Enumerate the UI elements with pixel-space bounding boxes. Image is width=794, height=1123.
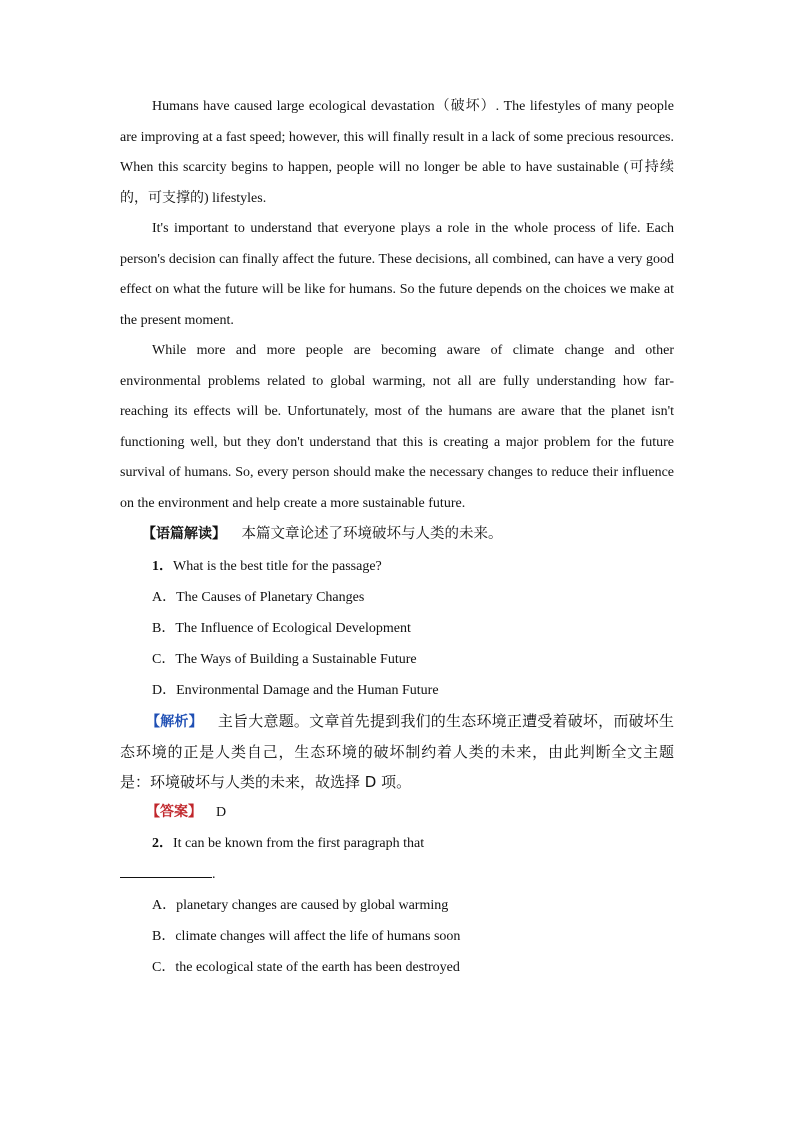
question-1-option-c: C．The Ways of Building a Sustainable Future — [152, 651, 417, 667]
blank-end-punct: . — [212, 866, 216, 882]
answer-value: D — [216, 804, 227, 820]
question-2-option-b: B．climate changes will affect the life of humans soon — [152, 928, 461, 944]
answer-label: 【答案】 — [146, 803, 202, 820]
answer-blank — [120, 861, 212, 878]
reading-note-label: 【语篇解读】 — [142, 526, 226, 542]
analysis-text: 主旨大意题。文章首先提到我们的生态环境正遭受着破坏，而破坏生态环境的正是人类自己，生态环境的破坏制约着人类的未来，由此判断全文主题是：环境破坏与人类的未来，故选择 D 项。 — [120, 711, 674, 791]
question-1-number: 1． — [152, 558, 173, 574]
question-2-blank-line — [120, 859, 674, 890]
passage-paragraph-3: While more and more people are becoming aware of climate change and other environmental problems related to global warming, not all are fully understanding how far-reaching its effects will be. Unfortunately, most of the humans are aware that the planet isn't functioning well, but they don't understand that this is creating a major problem for the future survival of humans. So, every person should make the necessary changes to reduce their influence on the environment and help create a more sustainable future. — [120, 343, 674, 511]
question-1-option-a: A．The Causes of Planetary Changes — [152, 589, 365, 605]
question-1 — [120, 551, 674, 582]
question-2-option-a: A．planetary changes are caused by global warming — [152, 897, 449, 913]
reading-note-text: 本篇文章论述了环境破坏与人类的未来。 — [241, 526, 503, 542]
passage-paragraph-1: Humans have caused large ecological devastation（破坏）. The lifestyles of many people are improving at a fast speed; however, this will finally result in a lack of some precious resources. When this scarcity begins to happen, people will no longer be able to have sustainable (可持续的，可支撑的) lifestyles. — [120, 99, 674, 206]
document-page — [120, 92, 674, 983]
question-1-answer — [120, 797, 674, 828]
question-2-number: 2． — [152, 835, 173, 851]
passage-paragraph-2: It's important to understand that everyone plays a role in the whole process of life. Each person's decision can finally affect the future. These decisions, all combined, can have a very good effect on what the future will be like for humans. So the future depends on the choices we make at the present moment. — [120, 221, 674, 328]
question-2-text: It can be known from the first paragraph that — [173, 835, 425, 851]
question-1-option-b: B．The Influence of Ecological Development — [152, 620, 411, 636]
question-2-option-c: C．the ecological state of the earth has been destroyed — [152, 959, 460, 975]
question-2 — [120, 828, 674, 859]
reading-note — [120, 519, 674, 551]
question-1-option-d: D．Environmental Damage and the Human Future — [152, 682, 439, 698]
question-1-analysis — [120, 706, 674, 797]
analysis-label: 【解析】 — [146, 713, 203, 730]
question-1-text: What is the best title for the passage? — [173, 558, 382, 574]
